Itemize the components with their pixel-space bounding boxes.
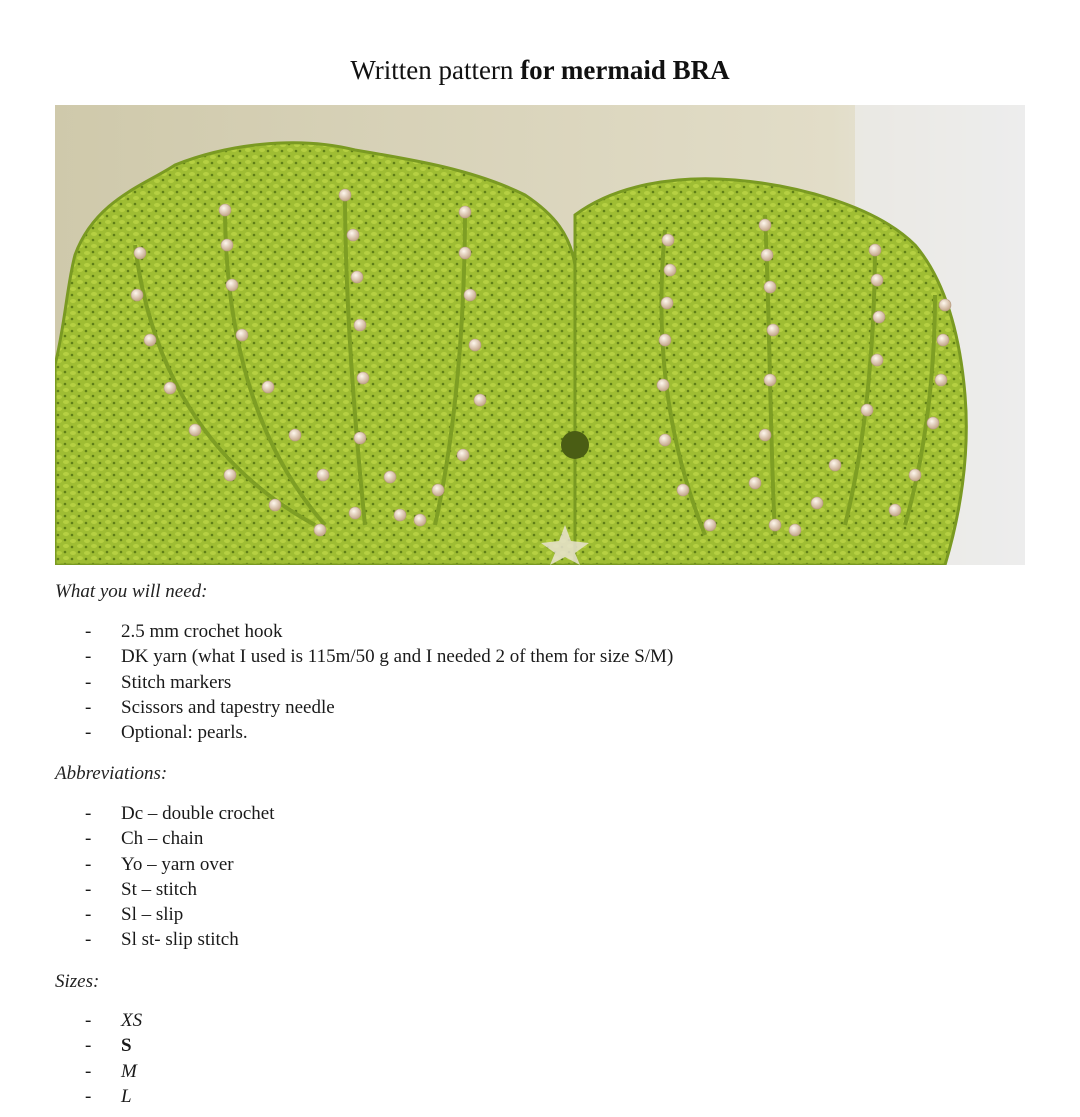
list-item [85, 1059, 142, 1084]
list-item [85, 927, 275, 952]
bullet-dash: - [85, 828, 92, 850]
bullet-dash: - [85, 853, 92, 875]
bullet-dash: - [85, 696, 92, 718]
list-item [85, 1084, 142, 1109]
bullet-dash: - [85, 722, 92, 744]
item-text: 2.5 mm crochet hook [121, 621, 283, 642]
bullet-dash: - [85, 1010, 92, 1031]
bullet-dash: - [85, 1035, 92, 1057]
abbreviations-label: Abbreviations: [55, 763, 168, 784]
list-item [85, 852, 275, 877]
sizes-label: Sizes: [55, 971, 100, 992]
size-xs: XS [121, 1010, 143, 1031]
crochet-bra-illustration [55, 105, 1025, 565]
item-text: Dc – double crochet [121, 803, 275, 824]
item-text: DK yarn (what I used is 115m/50 g and I needed 2 of them for size S/M) [121, 646, 674, 668]
list-item [85, 695, 673, 720]
item-text: Yo – yarn over [121, 853, 234, 875]
sizes-list [85, 1008, 142, 1109]
list-item [85, 670, 673, 695]
list-item [85, 1008, 142, 1033]
item-text: Scissors and tapestry needle [121, 696, 335, 718]
item-text: Sl st- slip stitch [121, 929, 239, 951]
bullet-dash: - [85, 878, 92, 900]
bullet-dash: - [85, 1060, 92, 1082]
size-l: L [121, 1085, 132, 1107]
list-item [85, 720, 673, 745]
bullet-dash: - [85, 621, 92, 642]
list-item [85, 801, 275, 826]
bullet-dash: - [85, 904, 92, 926]
bullet-dash: - [85, 929, 92, 951]
abbreviations-list [85, 801, 275, 953]
list-item [85, 644, 673, 669]
list-item [85, 902, 275, 927]
item-text: Stitch markers [121, 671, 232, 693]
bullet-dash: - [85, 803, 92, 824]
needs-list [85, 619, 673, 745]
list-item [85, 619, 673, 644]
list-item [85, 877, 275, 902]
item-text: Optional: pearls. [121, 722, 248, 744]
list-item [85, 826, 275, 851]
needs-label: What you will need: [55, 581, 208, 602]
bullet-dash: - [85, 671, 92, 693]
list-item [85, 1033, 142, 1058]
title-regular: Written pattern [350, 55, 521, 85]
title-bold: for mermaid BRA [520, 55, 730, 85]
item-text: St – stitch [121, 878, 198, 900]
bullet-dash: - [85, 1085, 92, 1107]
item-text: Sl – slip [121, 904, 184, 926]
page-title [0, 52, 1080, 88]
size-s: S [121, 1035, 132, 1057]
item-text: Ch – chain [121, 828, 204, 850]
crochet-bra-photo [55, 105, 1025, 565]
bullet-dash: - [85, 646, 92, 668]
size-m: M [121, 1060, 137, 1082]
